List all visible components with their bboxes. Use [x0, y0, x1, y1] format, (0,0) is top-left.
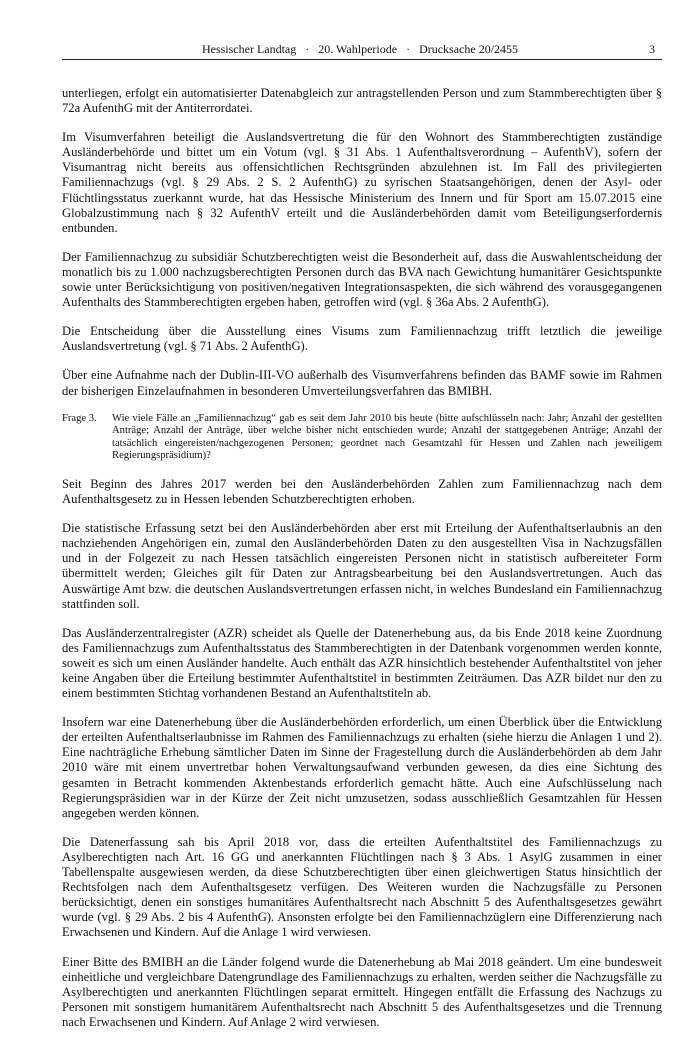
answer-paragraph: Das Ausländerzentralregister (AZR) scheidet als Quelle der Datenerhebung aus, da bis Ende 2018 keine Zuordnung des Familiennachzugs zum Aufenthaltsstatus des Stammberechtigten in der Datenbank vorgenommen werden konnte, soweit es sich um einen Ausländer handelte. Auch enthält das AZR hinsichtlich bestehender Aufenthaltstitel von jeher keine Angaben über die Erteilung bestimmter Aufenthaltstitel in bestimmten Zeiträumen. Das AZR bildet nur den zu einem bestimmten Stichtag vorhandenen Bestand an Aufenthaltstiteln ab. [62, 625, 662, 701]
header-rule [62, 59, 662, 60]
paragraph: Über eine Aufnahme nach der Dublin-III-VO außerhalb des Visumverfahrens befinden das BAMF sowie im Rahmen der bisherigen Einzelaufnahmen in besonderen Umverteilungsverfahren das BMIBH. [62, 368, 662, 398]
answer-paragraph: Die statistische Erfassung setzt bei den Ausländerbehörden aber erst mit Erteilung der Aufenthaltserlaubnis an den nachziehenden Angehörigen ein, zumal den Ausländerbehörden Daten zu den ausgestellten Visa in Nachzugsfällen und in der Folgezeit zu nach Hessen tatsächlich eingereisten Personen nicht in statistisch aufbereiteter Form übermittelt werden; Gleiches gilt für Daten zur Antragsbearbeitung bei den Auslandsvertretungen. Auch das Auswärtige Amt bzw. die deutschen Auslandsvertretungen erfassen nicht, in welches Bundesland ein Familiennachzug stattfinden soll. [62, 521, 662, 611]
paragraph: Die Entscheidung über die Ausstellung eines Visums zum Familiennachzug trifft letztlich die jeweilige Auslandsvertretung (vgl. § 71 Abs. 2 AufenthG). [62, 324, 662, 354]
paragraph: Der Familiennachzug zu subsidiär Schutzberechtigten weist die Besonderheit auf, dass die Auswahlentscheidung der monatlich bis zu 1.000 nachzugsberechtigten Personen durch das BVA nach Gewichtung humanitärer Gesichtspunkte sowie unter Berücksichtigung von positiven/negativen Integrationsaspekten, die sich während des vorausgegangenen Aufenthalts des Stammberechtigten ergeben haben, getroffen wird (vgl. § 36a Abs. 2 AufenthG). [62, 249, 662, 310]
document-body [62, 86, 662, 1044]
answer-paragraph: Seit Beginn des Jahres 2017 werden bei den Ausländerbehörden Zahlen zum Familiennachzug nach dem Aufenthaltsgesetz zu in Hessen lebenden Schutzberechtigten erhoben. [62, 476, 662, 507]
page-number: 3 [649, 42, 655, 56]
header-document-number: Drucksache 20/2455 [419, 42, 519, 56]
header-center [200, 42, 520, 57]
header-separator: · [406, 42, 411, 56]
paragraph: unterliegen, erfolgt ein automatisierter Datenabgleich zur antragstellenden Person und zum Stammberechtigten über § 72a AufenthG mit der Antiterrordatei. [62, 86, 662, 116]
answer-paragraph: Die Datenerfassung sah bis April 2018 vor, dass die erteilten Aufenthaltstitel des Familiennachzugs zu Asylberechtigten nach Art. 16 GG und anerkannten Flüchtlingen nach § 3 Abs. 1 AsylG zusammen in einer Tabellenspalte ausgewiesen werden, da diese Schutzberechtigten über einen gleichwertigen Status hinsichtlich der Rechtsfolgen nach dem Aufenthaltsgesetz verfügen. Des Weiteren wurden die Nachzugsfälle zu Personen berücksichtigt, denen ein sonstiges humanitäres Aufenthaltsrecht nach Abschnitt 5 des Aufenthaltsgesetzes gewährt wurde (vgl. § 29 Abs. 2 bis 4 AufenthG). Ansonsten erfolgte bei den Familiennachzüglern eine Differenzierung nach Erwachsenen und Kindern. Auf die Anlage 1 wird verwiesen. [62, 834, 662, 940]
paragraph: Im Visumverfahren beteiligt die Auslandsvertretung die für den Wohnort des Stammberechtigten zuständige Ausländerbehörde und bittet um ein Votum (vgl. § 31 Abs. 1 Aufenthaltsverordnung – AufenthV), sofern der Visumantrag nicht bereits aus offensichtlichen Rechtsgründen abzulehnen ist. Im Fall des privilegierten Familiennachzugs (vgl. § 29 Abs. 2 S. 2 AufenthG) zu syrischen Staatsangehörigen, denen der Asyl- oder Flüchtlingsstatus zuerkannt wurde, hat das Hessische Ministerium des Innern und für Sport am 15.07.2015 eine Globalzustimmung nach § 32 AufenthV erteilt und die Ausländerbehörden damit vom Beteiligungserfordernis entbunden. [62, 130, 662, 235]
page-header [0, 38, 700, 58]
header-parliament: Hessischer Landtag [201, 42, 297, 56]
header-separator: · [305, 42, 310, 56]
question-text: Wie viele Fälle an „Familiennachzug“ gab es seit dem Jahr 2010 bis heute (bitte aufschlüsseln nach: Jahr; Anzahl der gestellten Anträge; Anzahl der Anträge, über welche bisher nicht entschieden wurde; Anzahl der stattgegebenen Anträge; Anzahl der tatsächlich eingereisten/nachgezogenen Personen; geordnet nach Gesamtzahl für Hessen und Zahlen nach jeweiligem Regierungspräsidium)? [112, 412, 662, 462]
answer-paragraph: Insofern war eine Datenerhebung über die Ausländerbehörden erforderlich, um einen Überblick über die Entwicklung der erteilten Aufenthaltserlaubnisse im Rahmen des Familiennachzugs zu erhalten (siehe hierzu die Anlagen 1 und 2). Eine nachträgliche Erhebung sämtlicher Daten im Sinne der Fragestellung durch die Ausländerbehörden ab dem Jahr 2010 wäre mit einem unvertretbar hohen Verwaltungsaufwand verbunden gewesen, da dies eine Sichtung des gesamten in Betracht kommenden Aktenbestands erforderlich gemacht hätte. Auch eine Aufschlüsselung nach Regierungspräsidien war in der Kürze der Zeit nicht umzusetzen, sodass ausschließlich Gesamtzahlen für Hessen angegeben werden können. [62, 715, 662, 820]
header-period: 20. Wahlperiode [318, 42, 398, 56]
answer-paragraph: Einer Bitte des BMIBH an die Länder folgend wurde die Datenerhebung ab Mai 2018 geändert. Um eine bundesweit einheitliche und vergleichbare Datengrundlage des Familiennachzugs zu erhalten, werden seither die Nachzugsfälle zu Asylberechtigten und anerkannten Flüchtlingen separat ermittelt. Hingegen entfällt die Erfassung des Nachzugs zu Personen mit sonstigem humanitärem Aufenthaltsrecht nach Abschnitt 5 des Aufenthaltsgesetzes und die Trennung nach Erwachsenen und Kindern. Auf Anlage 2 wird verwiesen. [62, 954, 662, 1029]
question-block [62, 413, 662, 463]
question-label: Frage 3. [62, 412, 97, 424]
